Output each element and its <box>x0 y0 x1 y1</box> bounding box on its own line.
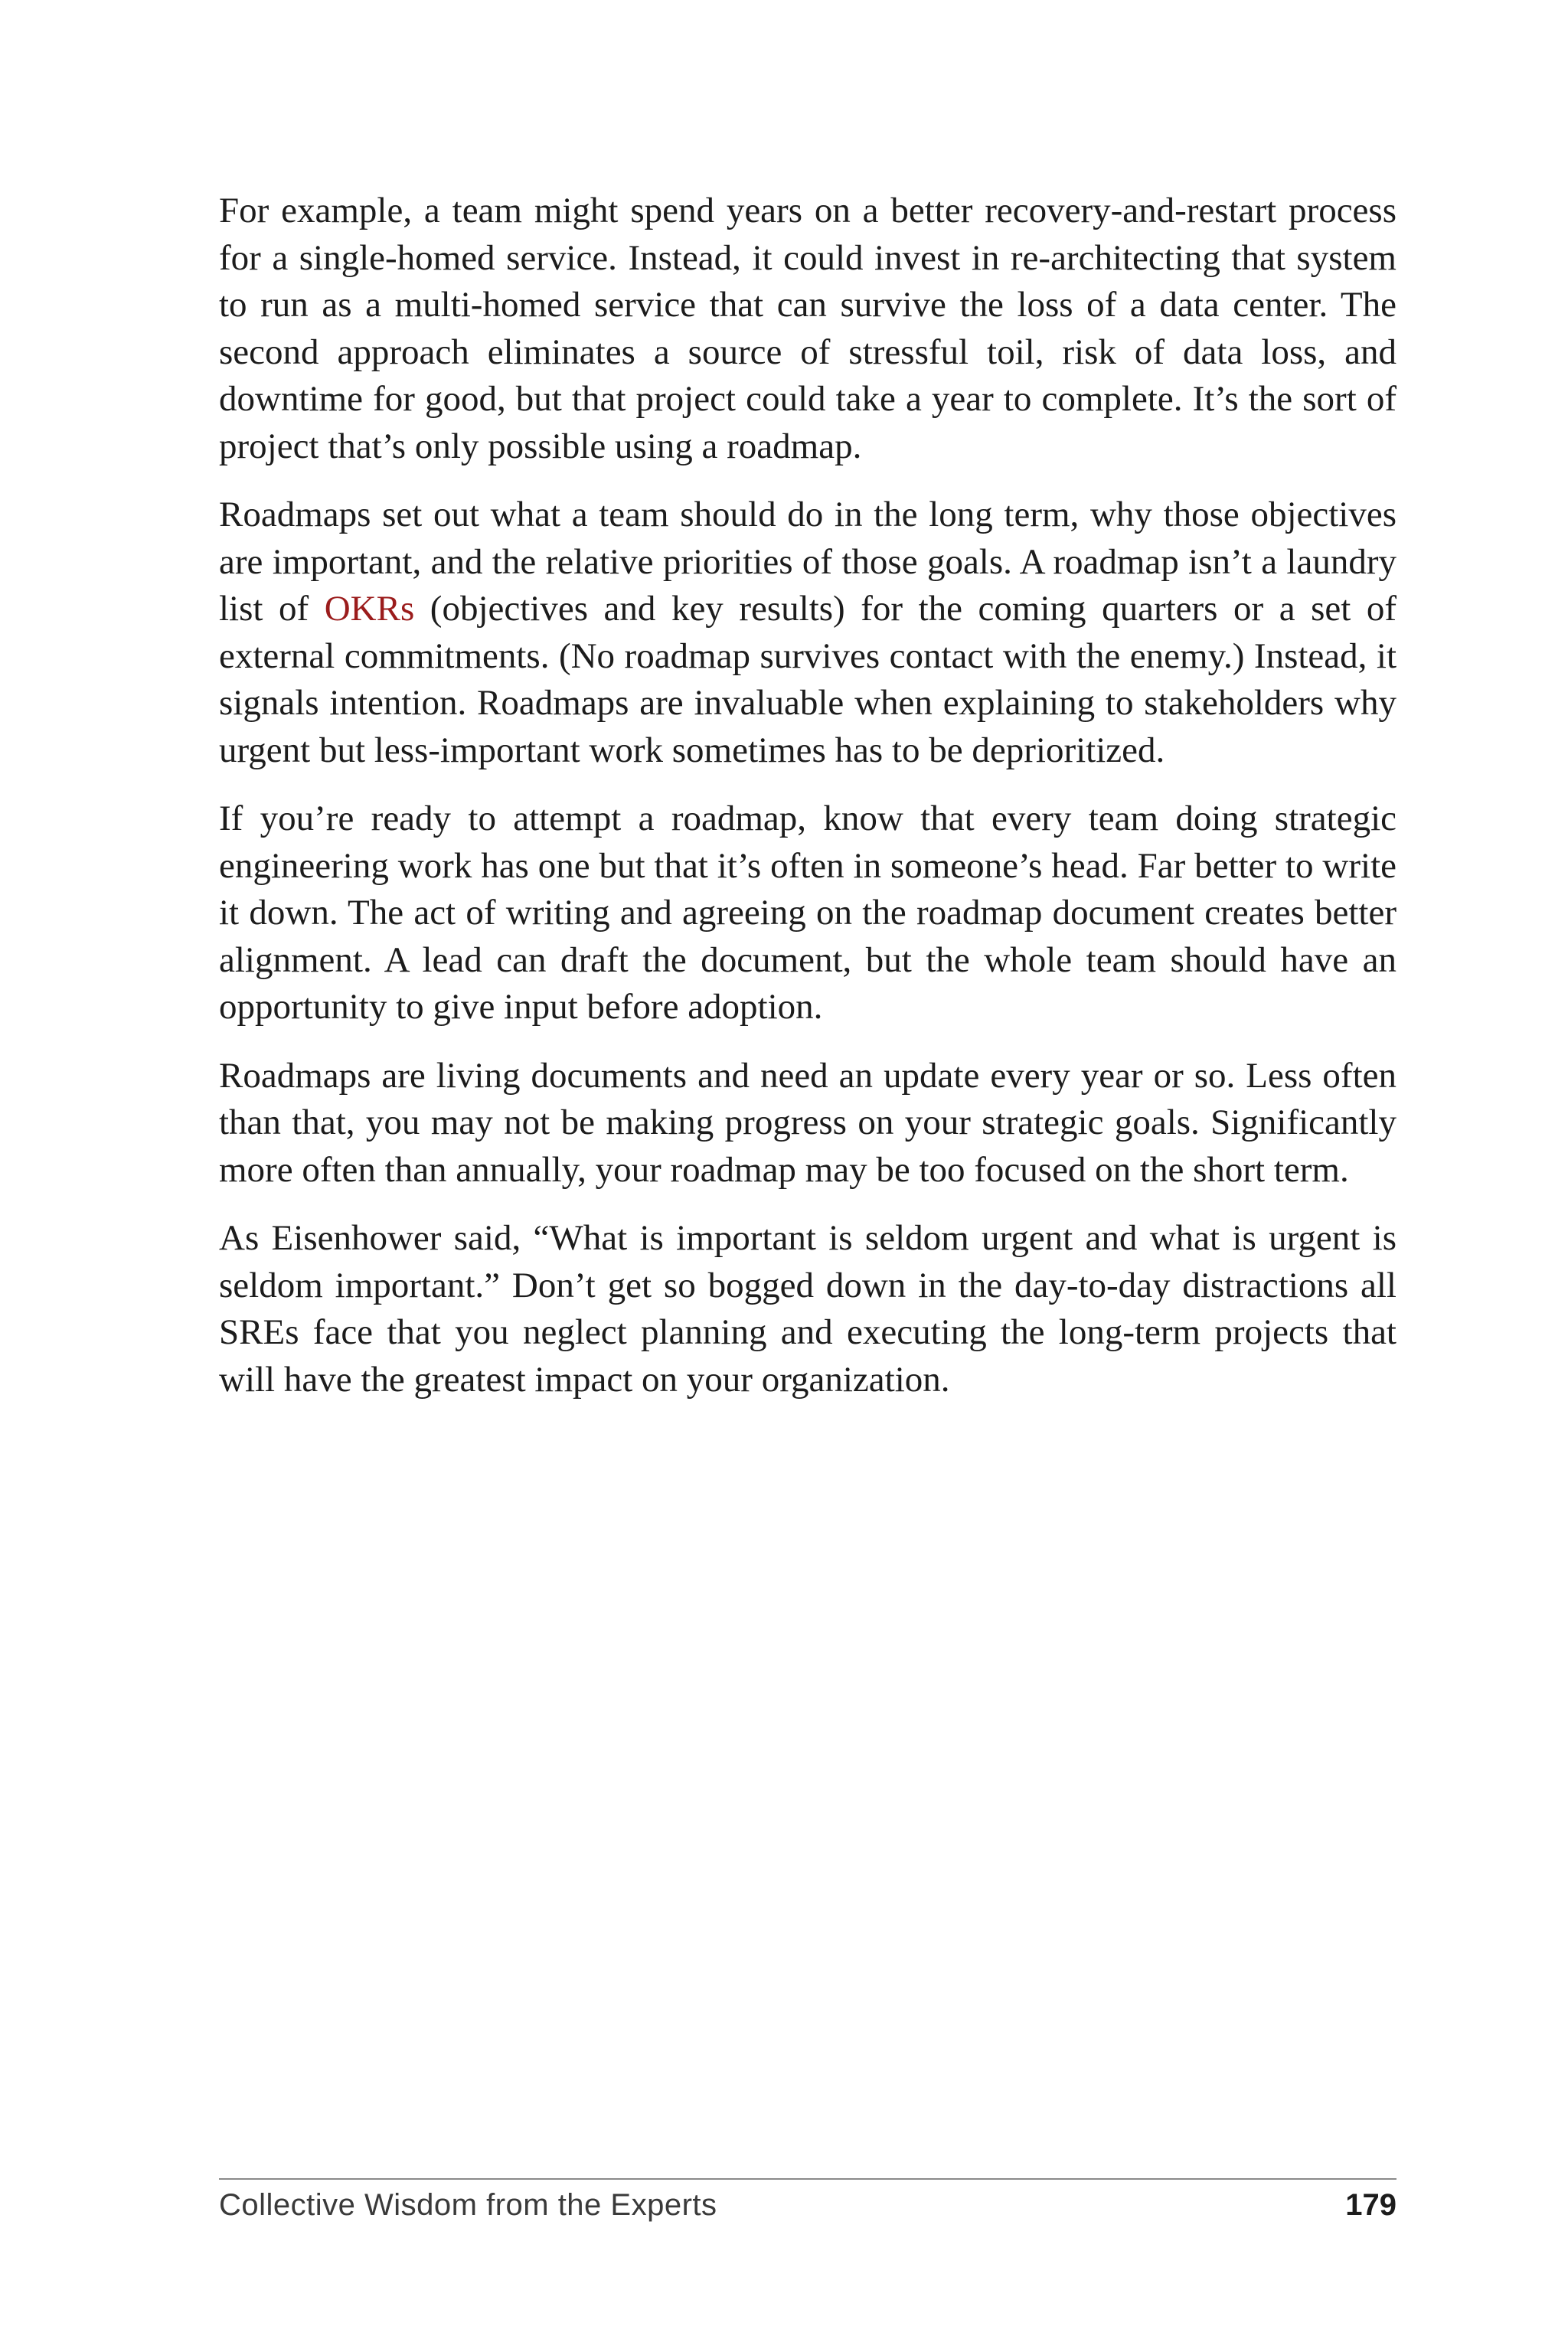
paragraph-2-text-before-link: Roadmaps set out what a team should do in the long term, why those objectives are important, and the relative priorities of those goals. A roadmap isn’t a laundry list of <box>219 495 1396 629</box>
footer-divider <box>219 2178 1396 2180</box>
okrs-link[interactable]: OKRs <box>324 589 415 629</box>
body-text <box>219 188 1396 1403</box>
page-number: 179 <box>1345 2188 1396 2222</box>
footer-book-title: Collective Wisdom from the Experts <box>219 2188 717 2222</box>
paragraph-1: For example, a team might spend years on a better recovery-and-restart process for a single-homed service. Instead, it could invest in re-architecting that system to run as a multi-homed service that can survive the loss of a data center. The second approach eliminates a source of stressful toil, risk of data loss, and downtime for good, but that project could take a year to complete. It’s the sort of project that’s only possible using a roadmap. <box>219 191 1396 466</box>
paragraph-2 <box>219 492 1396 774</box>
paragraph-4: Roadmaps are living documents and need an update every year or so. Less often than that, you may not be making progress on your strategic goals. Significantly more often than annually, your roadmap may be too focused on the short term. <box>219 1055 1396 1190</box>
paragraph-2-text-after-link: (objectives and key results) for the coming quarters or a set of external commitments. (No roadmap survives contact with the enemy.) Instead, it signals intention. Roadmaps are invaluable when explaining to stakeholders why urgent but less-important work sometimes has to be deprioritized. <box>219 589 1396 770</box>
paragraph-3: If you’re ready to attempt a roadmap, know that every team doing strategic engineering work has one but that it’s often in someone’s head. Far better to write it down. The act of writing and agreeing on the roadmap document creates better alignment. A lead can draft the document, but the whole team should have an opportunity to give input before adoption. <box>219 799 1396 1027</box>
paragraph-5: As Eisenhower said, “What is important is seldom urgent and what is urgent is seldom important.” Don’t get so bogged down in the day-to-day distractions all SREs face that you neglect planning and executing the long-term projects that will have the greatest impact on your organization. <box>219 1218 1396 1400</box>
